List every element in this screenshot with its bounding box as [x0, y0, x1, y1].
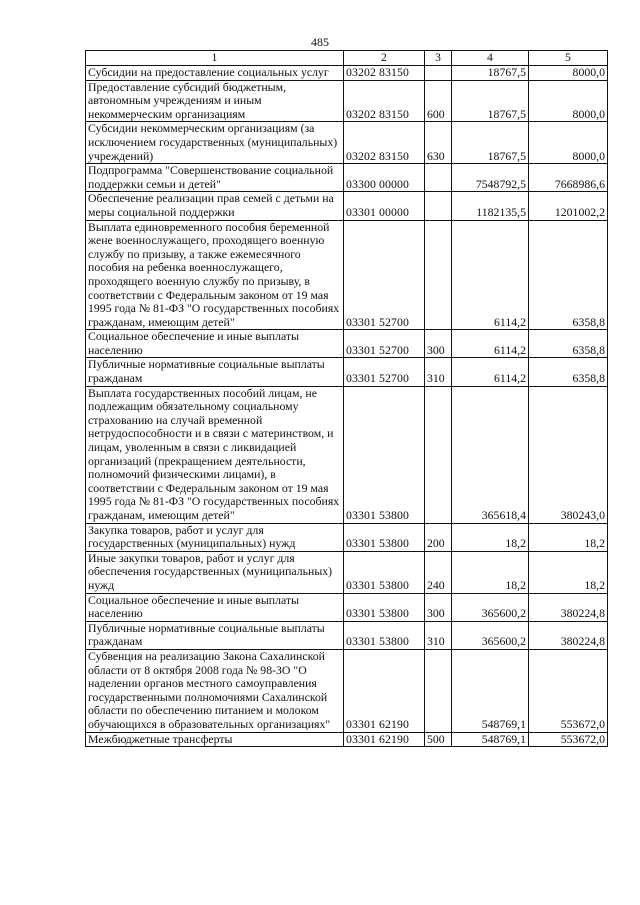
value-col5-cell: 1201002,2 [529, 192, 608, 220]
table-row [86, 122, 608, 164]
table-row [86, 593, 608, 621]
expense-type-cell [425, 649, 452, 732]
column-header: 1 [86, 51, 344, 66]
code-cell: 03301 52700 [344, 220, 425, 330]
expense-type-cell [425, 66, 452, 81]
value-col5-cell: 6358,8 [529, 220, 608, 330]
row-name-cell: Выплата единовременного пособия беременной жене военнослужащего, проходящего военную службу по призыву, а также ежемесячного пособия на ребенка военнослужащего, проходящего военную службу по призыву, в соответствии с Федеральным законом от 19 мая 1995 года № 81-ФЗ "О государственных пособиях гражданам, имеющим детей" [86, 220, 344, 330]
expense-type-cell: 200 [425, 523, 452, 551]
row-name-cell: Обеспечение реализации прав семей с детьми на меры социальной поддержки [86, 192, 344, 220]
row-name-cell: Субвенция на реализацию Закона Сахалинской области от 8 октября 2008 года № 98-ЗО "О наделении органов местного самоуправления государственными полномочиями Сахалинской области по обеспечению питанием и молоком обучающихся в образовательных организациях" [86, 649, 344, 732]
value-col4-cell: 548769,1 [452, 732, 529, 747]
row-name-cell: Субсидии некоммерческим организациям (за исключением государственных (муниципальных) учреждений) [86, 122, 344, 164]
value-col4-cell: 18,2 [452, 523, 529, 551]
value-col5-cell: 553672,0 [529, 649, 608, 732]
table-row [86, 551, 608, 593]
table-row [86, 80, 608, 122]
expense-type-cell [425, 164, 452, 192]
row-name-cell: Иные закупки товаров, работ и услуг для обеспечения государственных (муниципальных) нужд [86, 551, 344, 593]
row-name-cell: Выплата государственных пособий лицам, не подлежащим обязательному социальному страхованию на случай временной нетрудоспособности и в связи с материнством, и лицам, уволенным в связи с ликвидацией организаций (прекращением деятельности, полномочий физическими лицами), в соответствии с Федеральным законом от 19 мая 1995 года № 81-ФЗ "О государственных пособиях гражданам, имеющим детей" [86, 386, 344, 523]
code-cell: 03301 62190 [344, 649, 425, 732]
code-cell: 03301 52700 [344, 358, 425, 386]
value-col5-cell: 380243,0 [529, 386, 608, 523]
code-cell: 03301 00000 [344, 192, 425, 220]
value-col4-cell: 6114,2 [452, 358, 529, 386]
table-row [86, 523, 608, 551]
code-cell: 03301 62190 [344, 732, 425, 747]
budget-table [85, 50, 608, 747]
value-col4-cell: 18767,5 [452, 66, 529, 81]
header-row [86, 51, 608, 66]
expense-type-cell: 300 [425, 330, 452, 358]
value-col4-cell: 18767,5 [452, 122, 529, 164]
table-row [86, 66, 608, 81]
value-col5-cell: 18,2 [529, 523, 608, 551]
table-row [86, 621, 608, 649]
expense-type-cell: 310 [425, 621, 452, 649]
table-row [86, 192, 608, 220]
row-name-cell: Публичные нормативные социальные выплаты гражданам [86, 358, 344, 386]
value-col5-cell: 8000,0 [529, 80, 608, 122]
expense-type-cell [425, 386, 452, 523]
row-name-cell: Социальное обеспечение и иные выплаты населению [86, 593, 344, 621]
code-cell: 03202 83150 [344, 80, 425, 122]
column-header: 5 [529, 51, 608, 66]
column-header: 2 [344, 51, 425, 66]
expense-type-cell: 600 [425, 80, 452, 122]
code-cell: 03301 53800 [344, 551, 425, 593]
value-col4-cell: 7548792,5 [452, 164, 529, 192]
row-name-cell: Подпрограмма "Совершенствование социальной поддержки семьи и детей" [86, 164, 344, 192]
table-row [86, 649, 608, 732]
row-name-cell: Публичные нормативные социальные выплаты гражданам [86, 621, 344, 649]
expense-type-cell: 630 [425, 122, 452, 164]
value-col5-cell: 553672,0 [529, 732, 608, 747]
table-row [86, 732, 608, 747]
code-cell: 03301 53800 [344, 621, 425, 649]
value-col4-cell: 6114,2 [452, 220, 529, 330]
code-cell: 03301 52700 [344, 330, 425, 358]
row-name-cell: Межбюджетные трансферты [86, 732, 344, 747]
row-name-cell: Субсидии на предоставление социальных услуг [86, 66, 344, 81]
row-name-cell: Закупка товаров, работ и услуг для государственных (муниципальных) нужд [86, 523, 344, 551]
code-cell: 03202 83150 [344, 66, 425, 81]
expense-type-cell: 310 [425, 358, 452, 386]
table-row [86, 220, 608, 330]
expense-type-cell: 300 [425, 593, 452, 621]
row-name-cell: Социальное обеспечение и иные выплаты населению [86, 330, 344, 358]
value-col5-cell: 6358,8 [529, 330, 608, 358]
table-row [86, 330, 608, 358]
column-header: 4 [452, 51, 529, 66]
value-col5-cell: 380224,8 [529, 593, 608, 621]
value-col4-cell: 18767,5 [452, 80, 529, 122]
expense-type-cell: 500 [425, 732, 452, 747]
value-col4-cell: 365600,2 [452, 593, 529, 621]
code-cell: 03301 53800 [344, 523, 425, 551]
code-cell: 03301 53800 [344, 593, 425, 621]
table-row [86, 164, 608, 192]
value-col5-cell: 7668986,6 [529, 164, 608, 192]
value-col4-cell: 6114,2 [452, 330, 529, 358]
expense-type-cell: 240 [425, 551, 452, 593]
value-col5-cell: 8000,0 [529, 122, 608, 164]
page-number: 485 [311, 35, 329, 49]
code-cell: 03301 53800 [344, 386, 425, 523]
table-row [86, 358, 608, 386]
value-col4-cell: 1182135,5 [452, 192, 529, 220]
value-col5-cell: 18,2 [529, 551, 608, 593]
expense-type-cell [425, 192, 452, 220]
value-col4-cell: 18,2 [452, 551, 529, 593]
value-col4-cell: 365600,2 [452, 621, 529, 649]
value-col4-cell: 365618,4 [452, 386, 529, 523]
value-col4-cell: 548769,1 [452, 649, 529, 732]
row-name-cell: Предоставление субсидий бюджетным, автономным учреждениям и иным некоммерческим организациям [86, 80, 344, 122]
value-col5-cell: 6358,8 [529, 358, 608, 386]
table-row [86, 386, 608, 523]
column-header: 3 [425, 51, 452, 66]
value-col5-cell: 380224,8 [529, 621, 608, 649]
expense-type-cell [425, 220, 452, 330]
value-col5-cell: 8000,0 [529, 66, 608, 81]
code-cell: 03300 00000 [344, 164, 425, 192]
code-cell: 03202 83150 [344, 122, 425, 164]
